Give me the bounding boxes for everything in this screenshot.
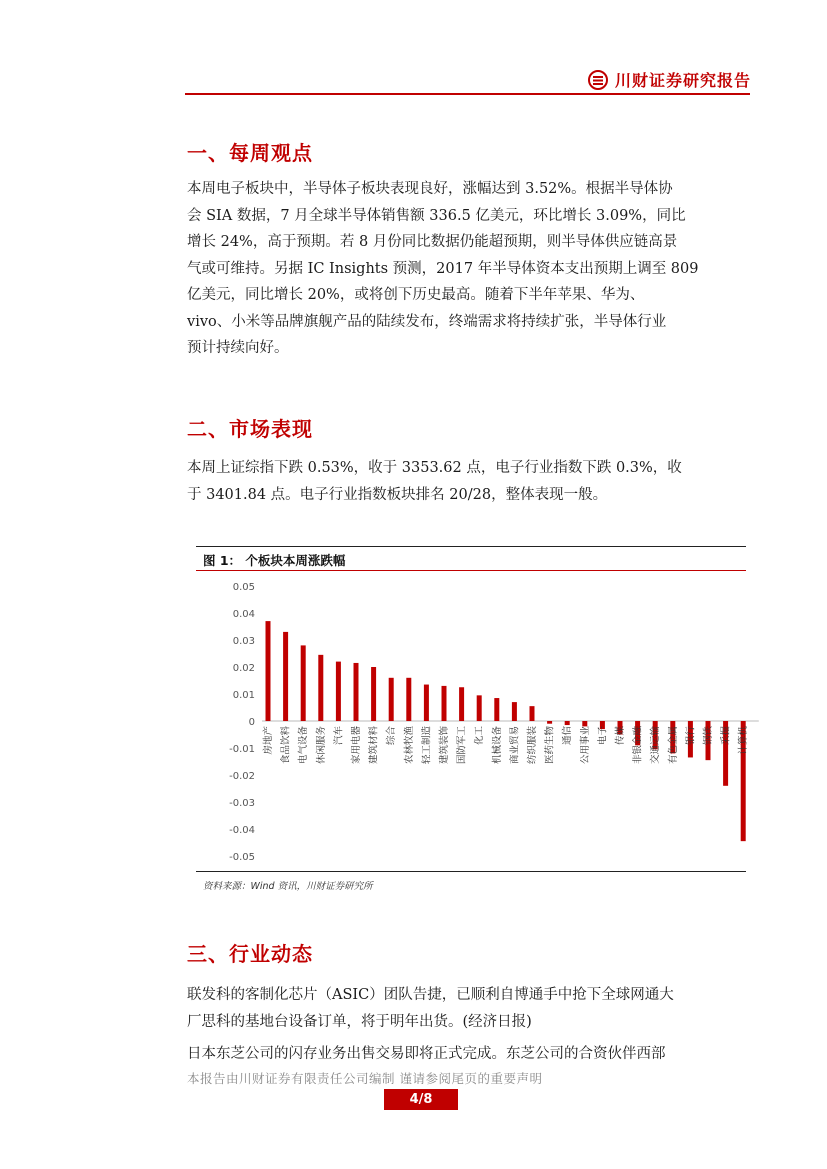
company-logo-icon [588,70,608,90]
bar [565,721,570,725]
bar [389,678,394,721]
section-heading-market: 二、市场表现 [187,417,313,441]
body-line: 会 SIA 数据，7 月全球半导体销售额 336.5 亿美元，环比增长 3.09%，同比 [187,207,686,224]
y-tick-label: 0.03 [232,636,255,647]
header-title: 川财证券研究报告 [615,71,752,90]
body-line: 联发科的客制化芯片（ASIC）团队告捷，已顺利自博通手中抢下全球网通大 [187,987,674,1003]
x-tick-label: 轻工制造 [421,726,433,765]
x-tick-label: 机械设备 [491,726,503,765]
section-industry-body-1 [187,982,747,1035]
sector-change-bar-chart [196,572,750,870]
x-tick-label: 电子 [597,726,609,746]
x-tick-label: 计算机 [738,726,750,755]
figure-title: 图 1： 个板块本周涨跌幅 [203,553,346,568]
x-tick-label: 有色金属 [667,726,679,765]
x-tick-label: 通信 [562,726,574,746]
y-tick-label: 0.02 [232,663,255,674]
bar [442,686,447,721]
bar [318,655,323,721]
page-number: 4/8 [384,1089,458,1110]
body-line: 增长 24%，高于预期。若 8 月份同比数据仍能超预期，则半导体供应链高景 [187,234,678,250]
figure-top-rule [196,546,746,547]
x-tick-label: 建筑装饰 [439,726,450,765]
body-line: vivo、小米等品牌旗舰产品的陆续发布，终端需求将持续扩张，半导体行业 [187,313,667,330]
bar [459,687,464,721]
body-line: 气或可维持。另据 IC Insights 预测，2017 年半导体资本支出预期上调至 809 [187,260,699,277]
x-tick-label: 综合 [386,726,398,746]
x-tick-label: 休闲服务 [315,726,327,765]
x-tick-label: 农林牧渔 [403,726,415,765]
x-tick-label: 公用事业 [579,726,591,765]
x-tick-label: 食品饮料 [280,726,292,765]
bar [336,662,341,721]
figure-bottom-rule [196,871,746,872]
x-tick-label: 商业贸易 [509,726,521,765]
header-divider [185,93,750,95]
bar [283,632,288,721]
bar [371,667,376,721]
x-tick-label: 非银金融 [632,726,644,765]
bar [406,678,411,721]
x-tick-label: 银行 [685,726,697,746]
y-tick-label: -0.03 [229,798,255,809]
y-tick-label: 0.01 [232,690,255,701]
body-line: 预计持续向好。 [187,340,289,356]
figure-source: 资料来源：Wind 资讯，川财证券研究所 [203,881,373,892]
x-tick-label: 交通运输 [650,726,662,765]
x-tick-label: 家用电器 [351,726,362,765]
section-market-body [187,455,747,508]
section-heading-industry: 三、行业动态 [187,942,313,966]
section-industry-body-2 [187,1041,747,1068]
y-tick-label: 0.04 [232,609,255,620]
x-tick-label: 采掘 [720,726,732,746]
x-tick-label: 钢铁 [703,726,714,746]
y-tick-label: -0.04 [229,825,255,836]
x-tick-label: 建筑材料 [368,726,380,765]
section-weekly-view-body [187,176,747,362]
y-tick-label: -0.05 [229,852,255,863]
body-line: 亿美元，同比增长 20%，或将创下历史最高。随着下半年苹果、华为、 [187,287,645,303]
x-tick-label: 电气设备 [298,726,310,765]
x-tick-label: 汽车 [333,726,345,746]
bar [547,721,552,724]
figure-title-rule [196,570,746,571]
page-header [185,62,750,94]
bar [494,698,499,721]
body-line: 日本东芝公司的闪存业务出售交易即将正式完成。东芝公司的合资伙伴西部 [187,1046,666,1062]
footer-disclaimer: 本报告由川财证券有限责任公司编制 谨请参阅尾页的重要声明 [187,1071,543,1086]
y-tick-label: -0.02 [229,771,255,782]
body-line: 厂思科的基地台设备订单，将于明年出货。(经济日报) [187,1013,532,1030]
x-tick-label: 房地产 [263,726,274,755]
x-tick-label: 传媒 [615,726,626,746]
bar [582,721,587,726]
body-line: 于 3401.84 点。电子行业指数板块排名 20/28，整体表现一般。 [187,486,608,503]
body-line: 本周电子板块中，半导体子板块表现良好，涨幅达到 3.52%。根据半导体协 [187,181,673,197]
x-tick-label: 国防军工 [456,726,468,765]
bar [530,706,535,721]
bar [512,702,517,721]
body-line: 本周上证综指下跌 0.53%，收于 3353.62 点，电子行业指数下跌 0.3%，收 [187,460,682,476]
section-heading-weekly-view: 一、每周观点 [187,141,313,165]
bar [424,685,429,721]
bar [301,645,306,721]
y-tick-label: 0 [248,717,255,728]
bar [477,695,482,721]
bar [266,621,271,721]
y-tick-label: -0.01 [229,744,255,755]
x-tick-label: 纺织服装 [527,726,538,765]
bar [354,663,359,721]
x-tick-label: 化工 [474,726,486,746]
y-tick-label: 0.05 [232,582,255,593]
x-tick-label: 医药生物 [544,726,556,765]
